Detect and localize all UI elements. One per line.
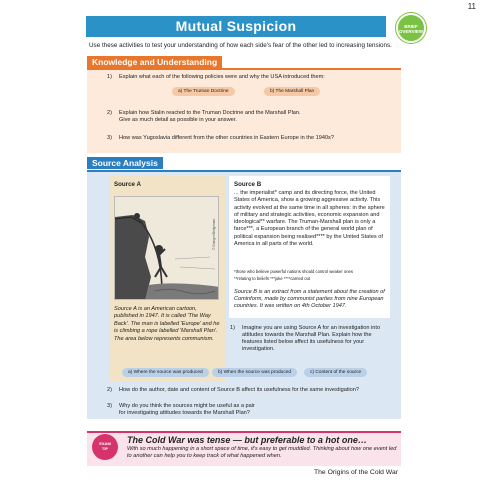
source-b-footnote-2: **relating to beliefs ***joke ****carried out	[234, 276, 311, 281]
question-text: Imagine you are using Source A for an investigation into attitudes towards the Marshall Plan. Explain how the features listed below affect its usefulness for your investigation.	[242, 325, 381, 352]
badge-line-2: OVERVIEW	[398, 29, 424, 34]
question-number: 3)	[107, 135, 112, 141]
question-text-line-1: Why do you think the sources might be useful as a pair	[119, 403, 255, 409]
option-marshall-plan: b) The Marshall Plan	[264, 87, 320, 96]
question-number: 1)	[107, 74, 112, 80]
exam-tip-title: The Cold War was tense — but preferable to a hot one…	[127, 435, 367, 445]
question-number: 3)	[107, 403, 112, 409]
source-a-title: Source A	[114, 181, 141, 188]
exam-tip-text: With so much happening in a short space of time, it's easy to get muddled. Thinking about how one event led to another can help you to keep track of what happened when.	[127, 446, 397, 459]
question-text: How was Yugoslavia different from the other countries in Eastern Europe in the 1940s?	[119, 135, 334, 141]
brief-overview-badge	[396, 13, 426, 43]
source-analysis-header: Source Analysis	[87, 157, 163, 169]
option-truman-doctrine: a) The Truman Doctrine	[172, 87, 235, 96]
knowledge-question-2-line-2	[119, 117, 237, 124]
question-text: Explain what each of the following policies were and why the USA introduced them:	[119, 74, 325, 80]
option-where-produced: a) Where the source was produced	[122, 368, 209, 377]
source-b-description: Source B is an extract from a statement about the creation of Cominform, made by communist parties from nine European countries. It was written on 4th October 1947.	[234, 289, 385, 310]
badge-line-1: EXAM	[99, 441, 111, 446]
question-text-line-1: Explain how Stalin reacted to the Truman Doctrine and the Marshall Plan.	[119, 110, 301, 116]
cartoon-image	[114, 196, 219, 300]
option-content: c) Content of the source	[304, 368, 367, 377]
question-number: 1)	[230, 325, 235, 331]
badge-line-1: BRIEF	[404, 24, 418, 29]
question-text-line-2: Give as much detail as possible in your answer.	[119, 117, 237, 123]
option-when-produced: b) When the source was produced	[212, 368, 297, 377]
page-number: 11	[467, 2, 476, 11]
source-a-caption: Source A is an American cartoon, published in 1947. It is called 'The Way Back'. The man is labelled 'Europe' and he is climbing a rope labelled 'Marshall Plan'. The area below represents communism.	[114, 306, 220, 342]
source-b-footnote-1: *those who believe powerful nations should control weaker ones	[234, 269, 353, 274]
cartoon-drawing	[115, 197, 219, 300]
source-b-title: Source B	[234, 181, 262, 188]
question-text: How do the author, date and content of Source B affect its usefulness for the same investigation?	[119, 387, 359, 393]
exam-tip-badge	[92, 434, 118, 460]
image-credit: © Granger/Bridgeman	[212, 218, 216, 250]
knowledge-header: Knowledge and Understanding	[87, 56, 222, 68]
badge-line-2: TIP	[101, 445, 109, 451]
question-number: 2)	[107, 387, 112, 393]
question-text-line-2: for investigating attitudes towards the Marshall Plan?	[119, 410, 250, 416]
page-title: Mutual Suspicion	[86, 16, 386, 37]
footer-section-title: The Origins of the Cold War	[314, 469, 398, 476]
intro-text: Use these activities to test your understanding of how each side's fear of the other led to increasing tensions.	[89, 42, 392, 49]
question-number: 2)	[107, 110, 112, 116]
source-b-extract: ... the imperialist* camp and its directing force, the United States of America, show a growing aggressive activity. This activity evolved at the same time in all spheres: in the sphere of military and strategic activities, economic expansion and ideological** warfare. The Truman-Marshall plan is only a farce***, a European branch of the general world plan of political expansion being realised**** by the United States of America in all parts of the world.	[234, 190, 385, 248]
source-question-3-line-2	[119, 410, 250, 417]
